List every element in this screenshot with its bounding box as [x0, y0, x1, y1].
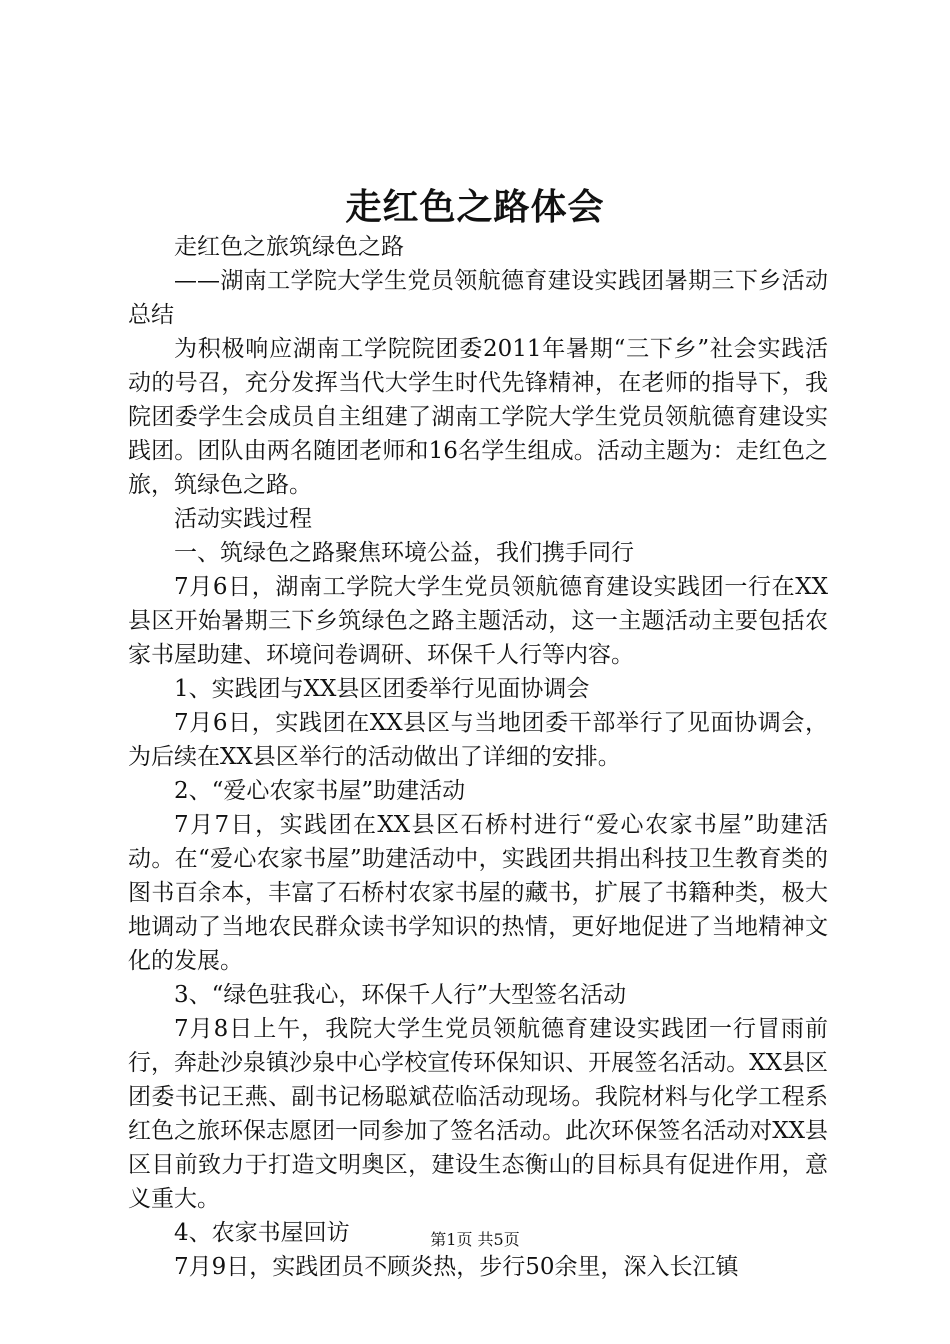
- paragraph: 为积极响应湖南工学院院团委2011年暑期“三下乡”社会实践活动的号召，充分发挥当代大学生时代先锋精神，在老师的指导下，我院团委学生会成员自主组建了湖南工学院大学生党员领航德育建设实践团。团队由两名随团老师和16名学生组成。活动主题为：走红色之旅，筑绿色之路。: [128, 336, 828, 498]
- paragraph-subtitle-dash: ——湖南工学院大学生党员领航德育建设实践团暑期三下乡活动总结: [128, 268, 828, 328]
- paragraph-subtitle: 走红色之旅筑绿色之路: [174, 234, 404, 260]
- paragraph: 7月7日，实践团在XX县区石桥村进行“爱心农家书屋”助建活动。在“爱心农家书屋”助建活动中，实践团共捐出科技卫生教育类的图书百余本，丰富了石桥村农家书屋的藏书，扩展了书籍种类，极大地调动了当地农民群众读书学知识的热情，更好地促进了当地精神文化的发展。: [128, 812, 828, 974]
- paragraph: 7月8日上午，我院大学生党员领航德育建设实践团一行冒雨前行，奔赴沙泉镇沙泉中心学校宣传环保知识、开展签名活动。XX县区团委书记王燕、副书记杨聪斌莅临活动现场。我院材料与化学工程系红色之旅环保志愿团一同参加了签名活动。此次环保签名活动对XX县区目前致力于打造文明奥区，建设生态衡山的目标具有促进作用，意义重大。: [128, 1016, 828, 1212]
- paragraph: 7月6日，实践团在XX县区与当地团委干部举行了见面协调会，为后续在XX县区举行的活动做出了详细的安排。: [128, 710, 828, 770]
- section-heading: 4、农家书屋回访: [174, 1220, 350, 1246]
- section-heading: 活动实践过程: [174, 506, 312, 532]
- page-title: 走红色之路体会: [345, 186, 605, 228]
- page-footer: 第1页 共5页: [430, 1230, 520, 1249]
- section-heading: 2、“爱心农家书屋”助建活动: [174, 778, 466, 804]
- section-heading: 3、“绿色驻我心，环保千人行”大型签名活动: [174, 982, 627, 1008]
- section-heading: 一、筑绿色之路聚焦环境公益，我们携手同行: [174, 540, 634, 566]
- paragraph: 7月6日，湖南工学院大学生党员领航德育建设实践团一行在XX县区开始暑期三下乡筑绿色之路主题活动，这一主题活动主要包括农家书屋助建、环境问卷调研、环保千人行等内容。: [128, 574, 828, 668]
- paragraph: 7月9日，实践团员不顾炎热，步行50余里，深入长江镇: [174, 1254, 739, 1280]
- document-body: [128, 230, 828, 1284]
- section-heading: 1、实践团与XX县区团委举行见面协调会: [174, 676, 590, 702]
